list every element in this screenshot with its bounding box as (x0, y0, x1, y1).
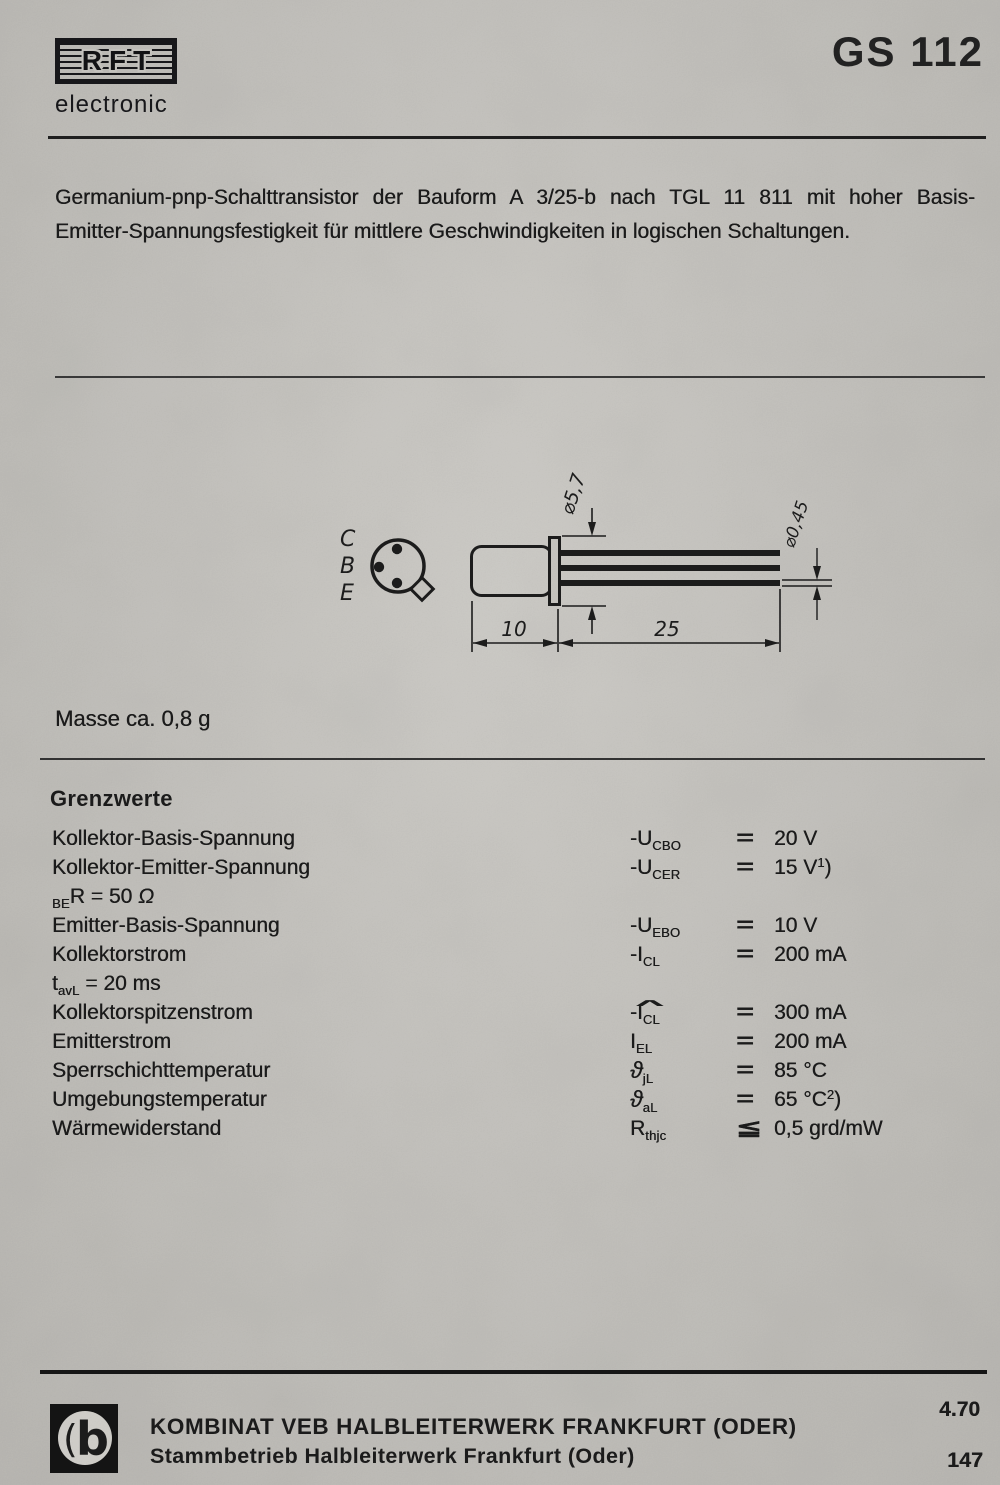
page-number: 147 (947, 1448, 983, 1472)
dim-label-lead-length: 25 (654, 617, 680, 641)
date-code: 4.70 (939, 1398, 980, 1421)
limit-symbol: $ϑ_{aL}$ (630, 1086, 658, 1115)
pin-dot-e (392, 578, 402, 588)
leads (560, 550, 780, 586)
limit-value: 200 mA (774, 1030, 847, 1053)
limit-relation: = (736, 914, 754, 937)
limit-value: 200 mA (774, 943, 847, 966)
limits-section-title: Grenzwerte (50, 786, 173, 811)
limit-value: 10 V (774, 914, 818, 937)
brand-electronic-label: electronic (55, 91, 168, 118)
limit-value: 65 $^\circ C^2$) (774, 1087, 841, 1111)
mass-note: Masse ca. 0,8 g (55, 706, 211, 731)
limit-label: Kollektorstrom (52, 943, 187, 966)
pin-dot-b (374, 562, 384, 572)
manufacturer-line-2: Stammbetrieb Halbleiterwerk Frankfurt (Oder) (150, 1444, 635, 1468)
limit-row-kollektor-basis-spannung (52, 824, 964, 853)
limit-symbol: $I_{EL}$ (630, 1030, 653, 1056)
limit-row-emitter-basis-spannung (52, 911, 964, 940)
limit-value: 20 V (774, 827, 818, 850)
peak-hat: ^ (635, 998, 664, 1013)
footer-divider (40, 1370, 987, 1374)
case-tab (411, 578, 434, 601)
limit-label: Emitterstrom (52, 1030, 172, 1053)
dim-label-lead-diameter: ⌀0,45 (779, 498, 814, 551)
limit-row-waermewiderstand (52, 1114, 964, 1143)
limit-label: Wärmewiderstand (52, 1117, 222, 1140)
dim-label-body-length: 10 (501, 617, 527, 641)
section-divider (55, 376, 985, 378)
limit-value: 0,5 grd/mW (774, 1117, 883, 1140)
description-line-2: Emitter-Spannungsfestigkeit für mittlere Geschwindigkeiten in logischen Schaltungen. (55, 220, 850, 243)
limit-relation: = (736, 1059, 754, 1082)
rft-logo-text: RFT (81, 45, 158, 76)
package-drawing (330, 468, 850, 668)
limit-row-sperrschichttemperatur (52, 1056, 964, 1085)
limit-row-kollektorstrom (52, 940, 964, 969)
rft-logo (55, 38, 177, 84)
limit-relation: = (736, 1001, 754, 1024)
limit-symbol: $-U_{CBO}$ (630, 827, 681, 853)
pin-label-b: B (340, 554, 356, 579)
hfo-logo (50, 1404, 118, 1473)
manufacturer-block (150, 1412, 797, 1471)
limits-table (52, 824, 964, 1143)
description-paragraph (55, 181, 975, 249)
limit-relation: = (736, 827, 754, 850)
dim-lead-diameter (782, 548, 832, 620)
limit-label: Sperrschichttemperatur (52, 1059, 271, 1082)
limit-label: Emitter-Basis-Spannung (52, 914, 280, 937)
limit-symbol: $-I_{CL}$ (630, 943, 660, 969)
limits-divider (40, 758, 985, 760)
limit-condition-ber: $_{BE}$R = 50 Ω (52, 885, 155, 911)
pin-dot-c (392, 544, 402, 554)
header-divider (48, 136, 986, 139)
manufacturer-line-1: KOMBINAT VEB HALBLEITERWERK FRANKFURT (ODER) (150, 1414, 797, 1439)
description-line-1: Germanium-pnp-Schalttransistor der Bauform A 3/25-b nach TGL 11 811 mit hoher Basis- (55, 186, 975, 209)
limit-condition-tavl: $t_{avL} = 20$ ms (52, 972, 161, 998)
pin-label-e: E (340, 581, 354, 606)
limit-row-emitterstrom (52, 1027, 964, 1056)
limit-label: Umgebungstemperatur (52, 1088, 267, 1111)
limit-row-kollektorspitzenstrom (52, 998, 964, 1027)
limit-value: 15 $V^1$) (774, 855, 832, 879)
limit-symbol: $R_{thjc}$ (630, 1117, 667, 1143)
limit-value: 85 °C (774, 1059, 827, 1082)
side-view (472, 538, 781, 605)
limit-relation: = (736, 1088, 754, 1111)
limit-symbol: $-U_{CER}$ (630, 856, 681, 882)
case-flange (550, 538, 560, 605)
case-body (472, 547, 552, 596)
limit-label: Kollektor-Basis-Spannung (52, 827, 295, 850)
limit-label: Kollektor-Emitter-Spannung (52, 856, 310, 879)
hfo-logo-letter: b (76, 1412, 109, 1466)
limit-relation: ≦ (736, 1117, 762, 1140)
limit-label: Kollektorspitzenstrom (52, 1001, 253, 1024)
limit-row-umgebungstemperatur (52, 1085, 964, 1114)
limit-row-kollektor-emitter-spannung (52, 853, 964, 882)
part-number: GS 112 (831, 28, 984, 75)
limit-symbol-peak: ^ $-I_{CL}$ (630, 998, 660, 1029)
rft-brand (55, 38, 177, 119)
pinout-view (372, 540, 433, 600)
limit-relation: = (736, 943, 754, 966)
limit-symbol: $ϑ_{jL}$ (630, 1057, 654, 1086)
dim-label-flange-diameter: ⌀5,7 (556, 470, 591, 518)
limit-relation: = (736, 1030, 754, 1053)
hfo-logo-paren: ( (63, 1417, 78, 1461)
pin-label-c: C (340, 527, 356, 552)
limit-relation: = (736, 856, 754, 879)
limit-symbol: $-U_{EBO}$ (630, 914, 681, 940)
limit-value: 300 mA (774, 1001, 847, 1024)
